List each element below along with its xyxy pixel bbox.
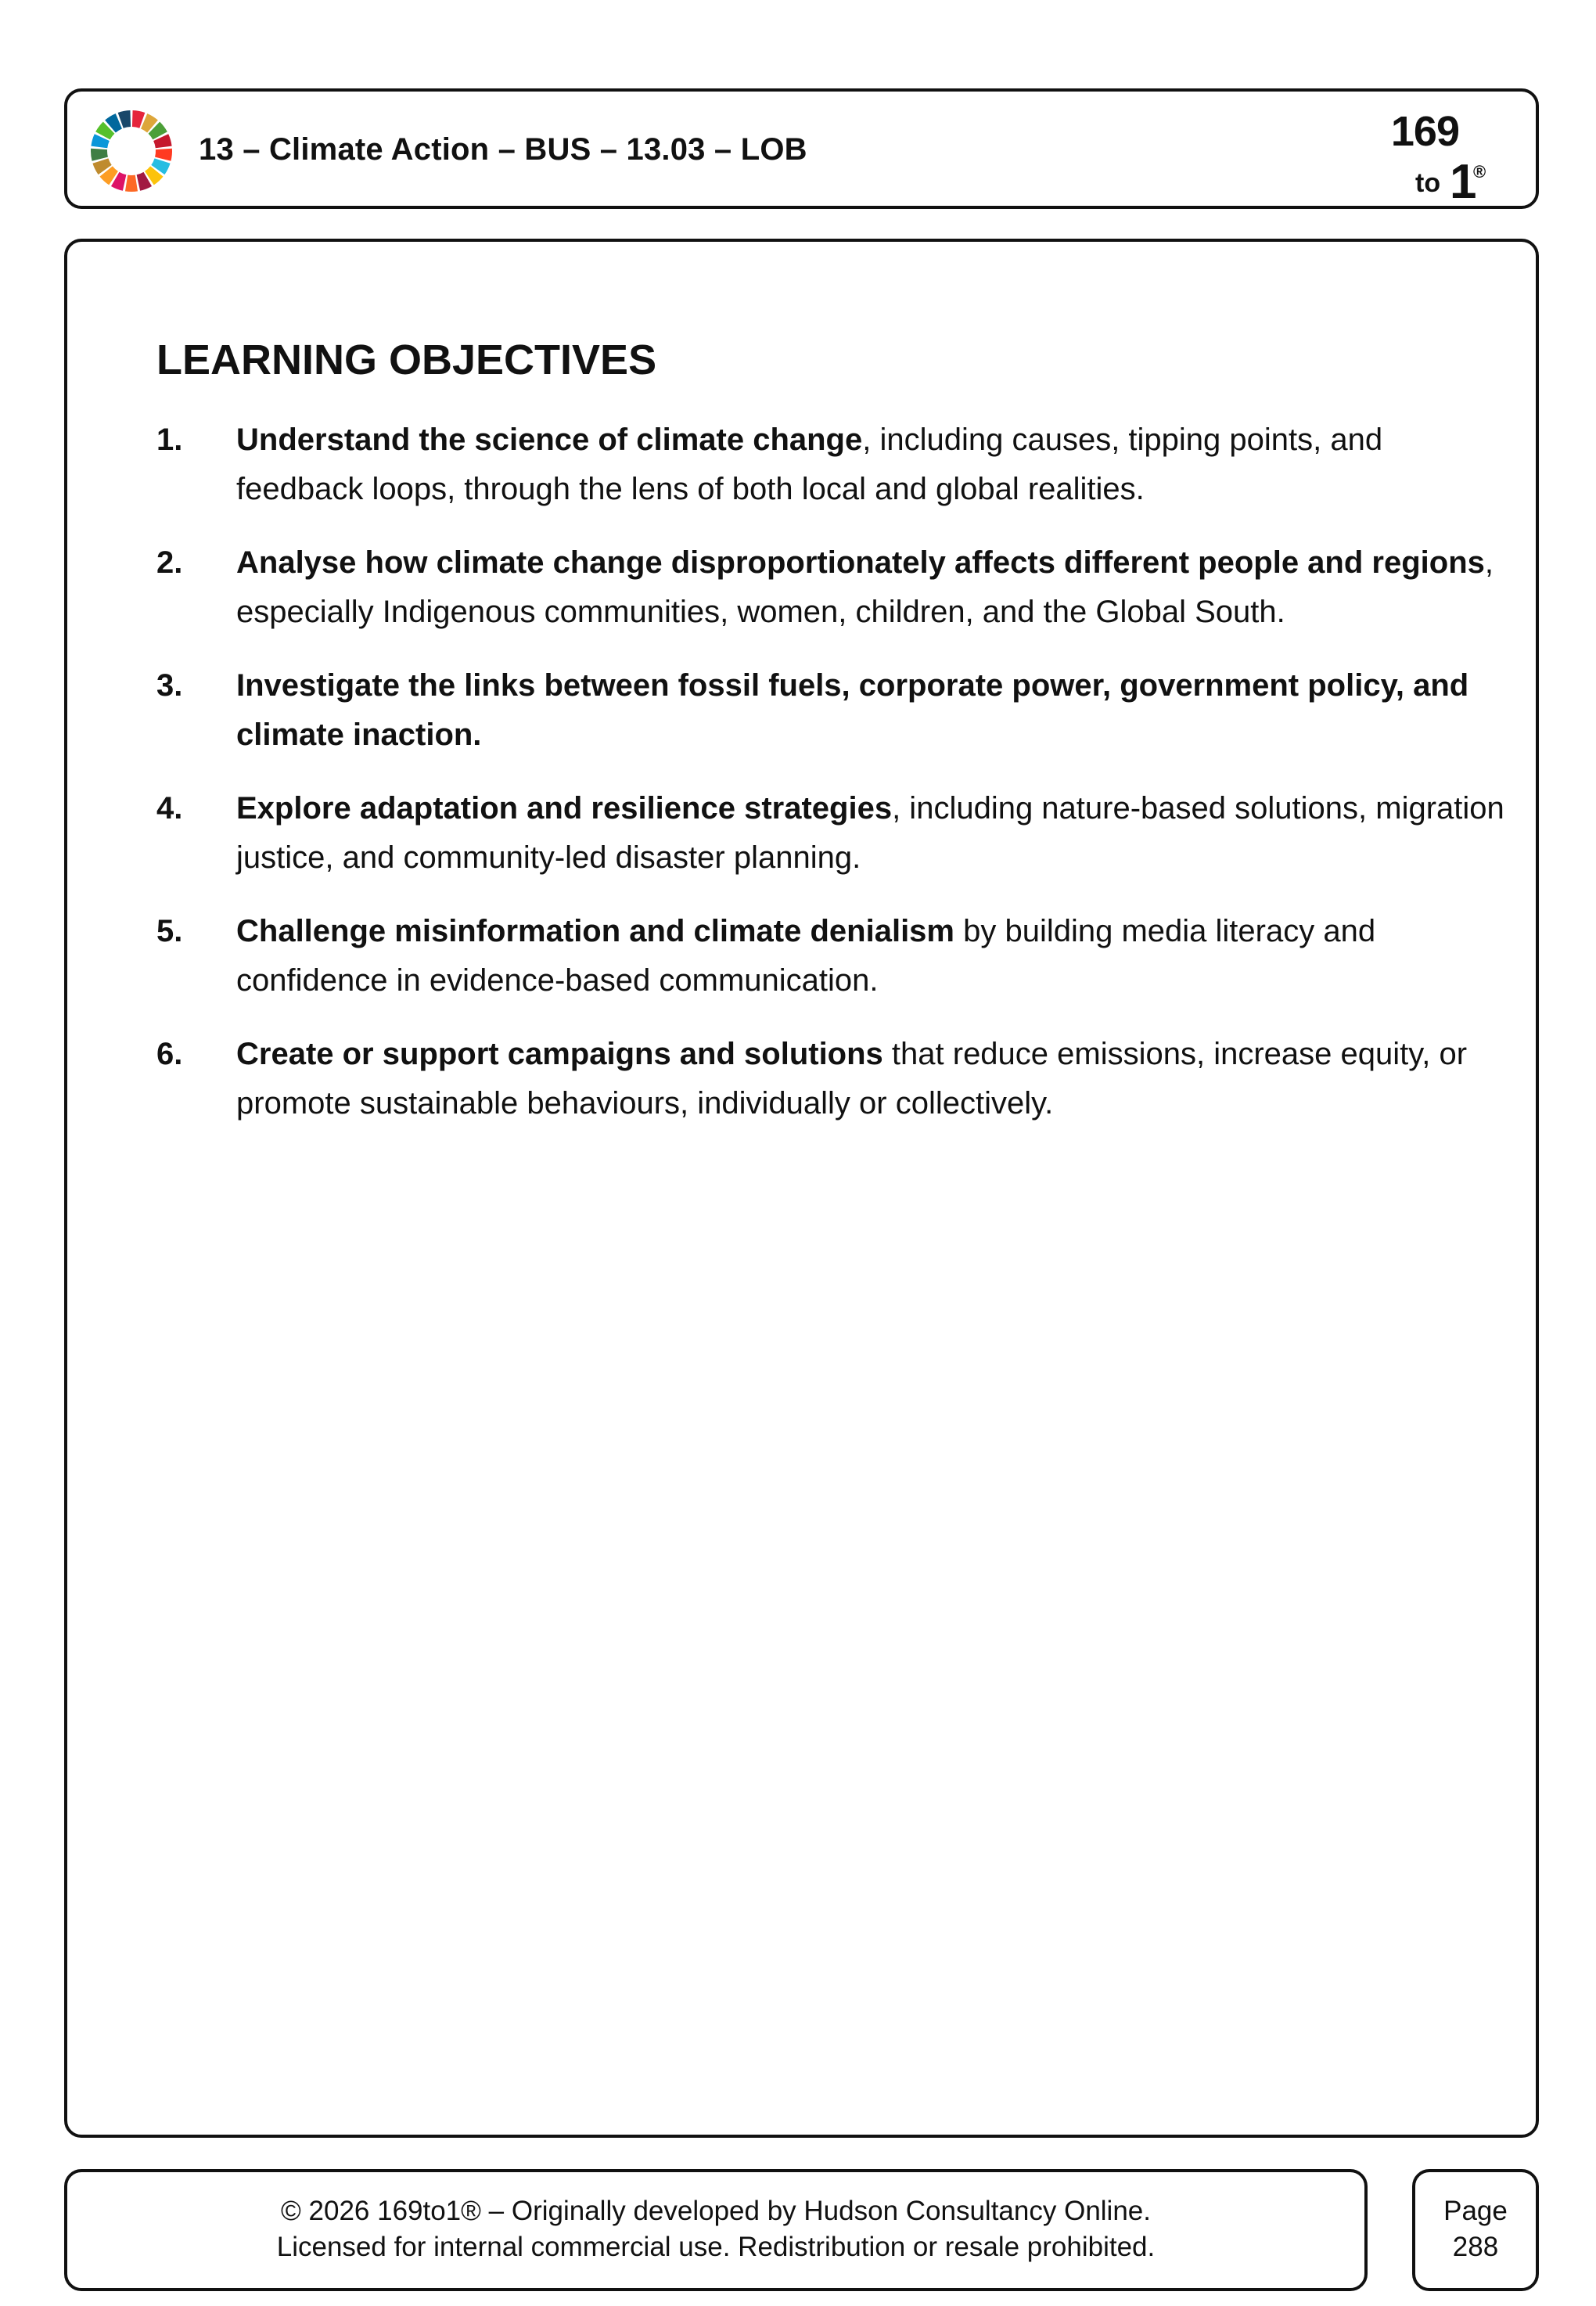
page-label: Page	[1443, 2196, 1508, 2226]
objective-bold-text: Create or support campaigns and solutions	[236, 1037, 883, 1071]
main-panel	[64, 239, 1539, 2138]
brand-one: 1	[1450, 155, 1477, 209]
sdg-wheel-segment	[91, 149, 108, 161]
objective-bold-text: Understand the science of climate change	[236, 423, 863, 457]
brand-logo	[1375, 98, 1492, 209]
objective-number: 1.	[156, 423, 183, 457]
objective-number: 2.	[156, 545, 183, 580]
objective-item	[156, 661, 1518, 760]
license-line: Licensed for internal commercial use. Redistribution or resale prohibited.	[276, 2232, 1156, 2262]
sdg-wheel-icon	[89, 109, 174, 193]
objective-number: 5.	[156, 914, 183, 948]
page-title: LEARNING OBJECTIVES	[156, 336, 657, 383]
objective-item	[156, 416, 1518, 514]
objective-number: 4.	[156, 791, 183, 826]
objective-text: , including causes, tipping points, and feedback loops, through the lens of both local and global realities.	[236, 423, 1383, 506]
page-number: 288	[1452, 2232, 1499, 2262]
objective-bold-text: Explore adaptation and resilience strategies	[236, 791, 893, 826]
objective-text: that reduce emissions, increase equity, or promote sustainable behaviours, individually or collectively.	[236, 1037, 1468, 1121]
brand-number: 169	[1390, 108, 1459, 155]
objective-item	[156, 1030, 1518, 1128]
objective-number: 6.	[156, 1037, 183, 1071]
objective-text: , especially Indigenous communities, women, children, and the Global South.	[236, 545, 1494, 629]
brand-registered-mark: ®	[1473, 162, 1486, 182]
objective-number: 3.	[156, 668, 183, 703]
objective-item	[156, 784, 1518, 883]
header-title: 13 – Climate Action – BUS – 13.03 – LOB	[199, 132, 807, 167]
objective-text: by building media literacy and confidence in evidence-based communication.	[236, 914, 1376, 998]
objective-text: , including nature-based solutions, migration justice, and community-led disaster planning.	[236, 791, 1504, 875]
sdg-wheel-segment	[155, 149, 172, 161]
copyright-footer	[64, 2169, 1368, 2291]
objective-item	[156, 538, 1518, 637]
objective-bold-text: Investigate the links between fossil fuels, corporate power, government policy, and climate inaction.	[236, 668, 1469, 752]
header-bar	[64, 88, 1539, 209]
objective-item	[156, 907, 1518, 1006]
objective-bold-text: Challenge misinformation and climate denialism	[236, 914, 954, 948]
brand-to: to	[1415, 168, 1441, 198]
sdg-wheel-segment	[125, 175, 138, 192]
objective-bold-text: Analyse how climate change disproportionately affects different people and regions	[236, 545, 1485, 580]
objectives-list	[156, 416, 1518, 1153]
copyright-line: © 2026 169to1® – Originally developed by Hudson Consultancy Online.	[281, 2196, 1151, 2226]
page-number-box	[1412, 2169, 1539, 2291]
